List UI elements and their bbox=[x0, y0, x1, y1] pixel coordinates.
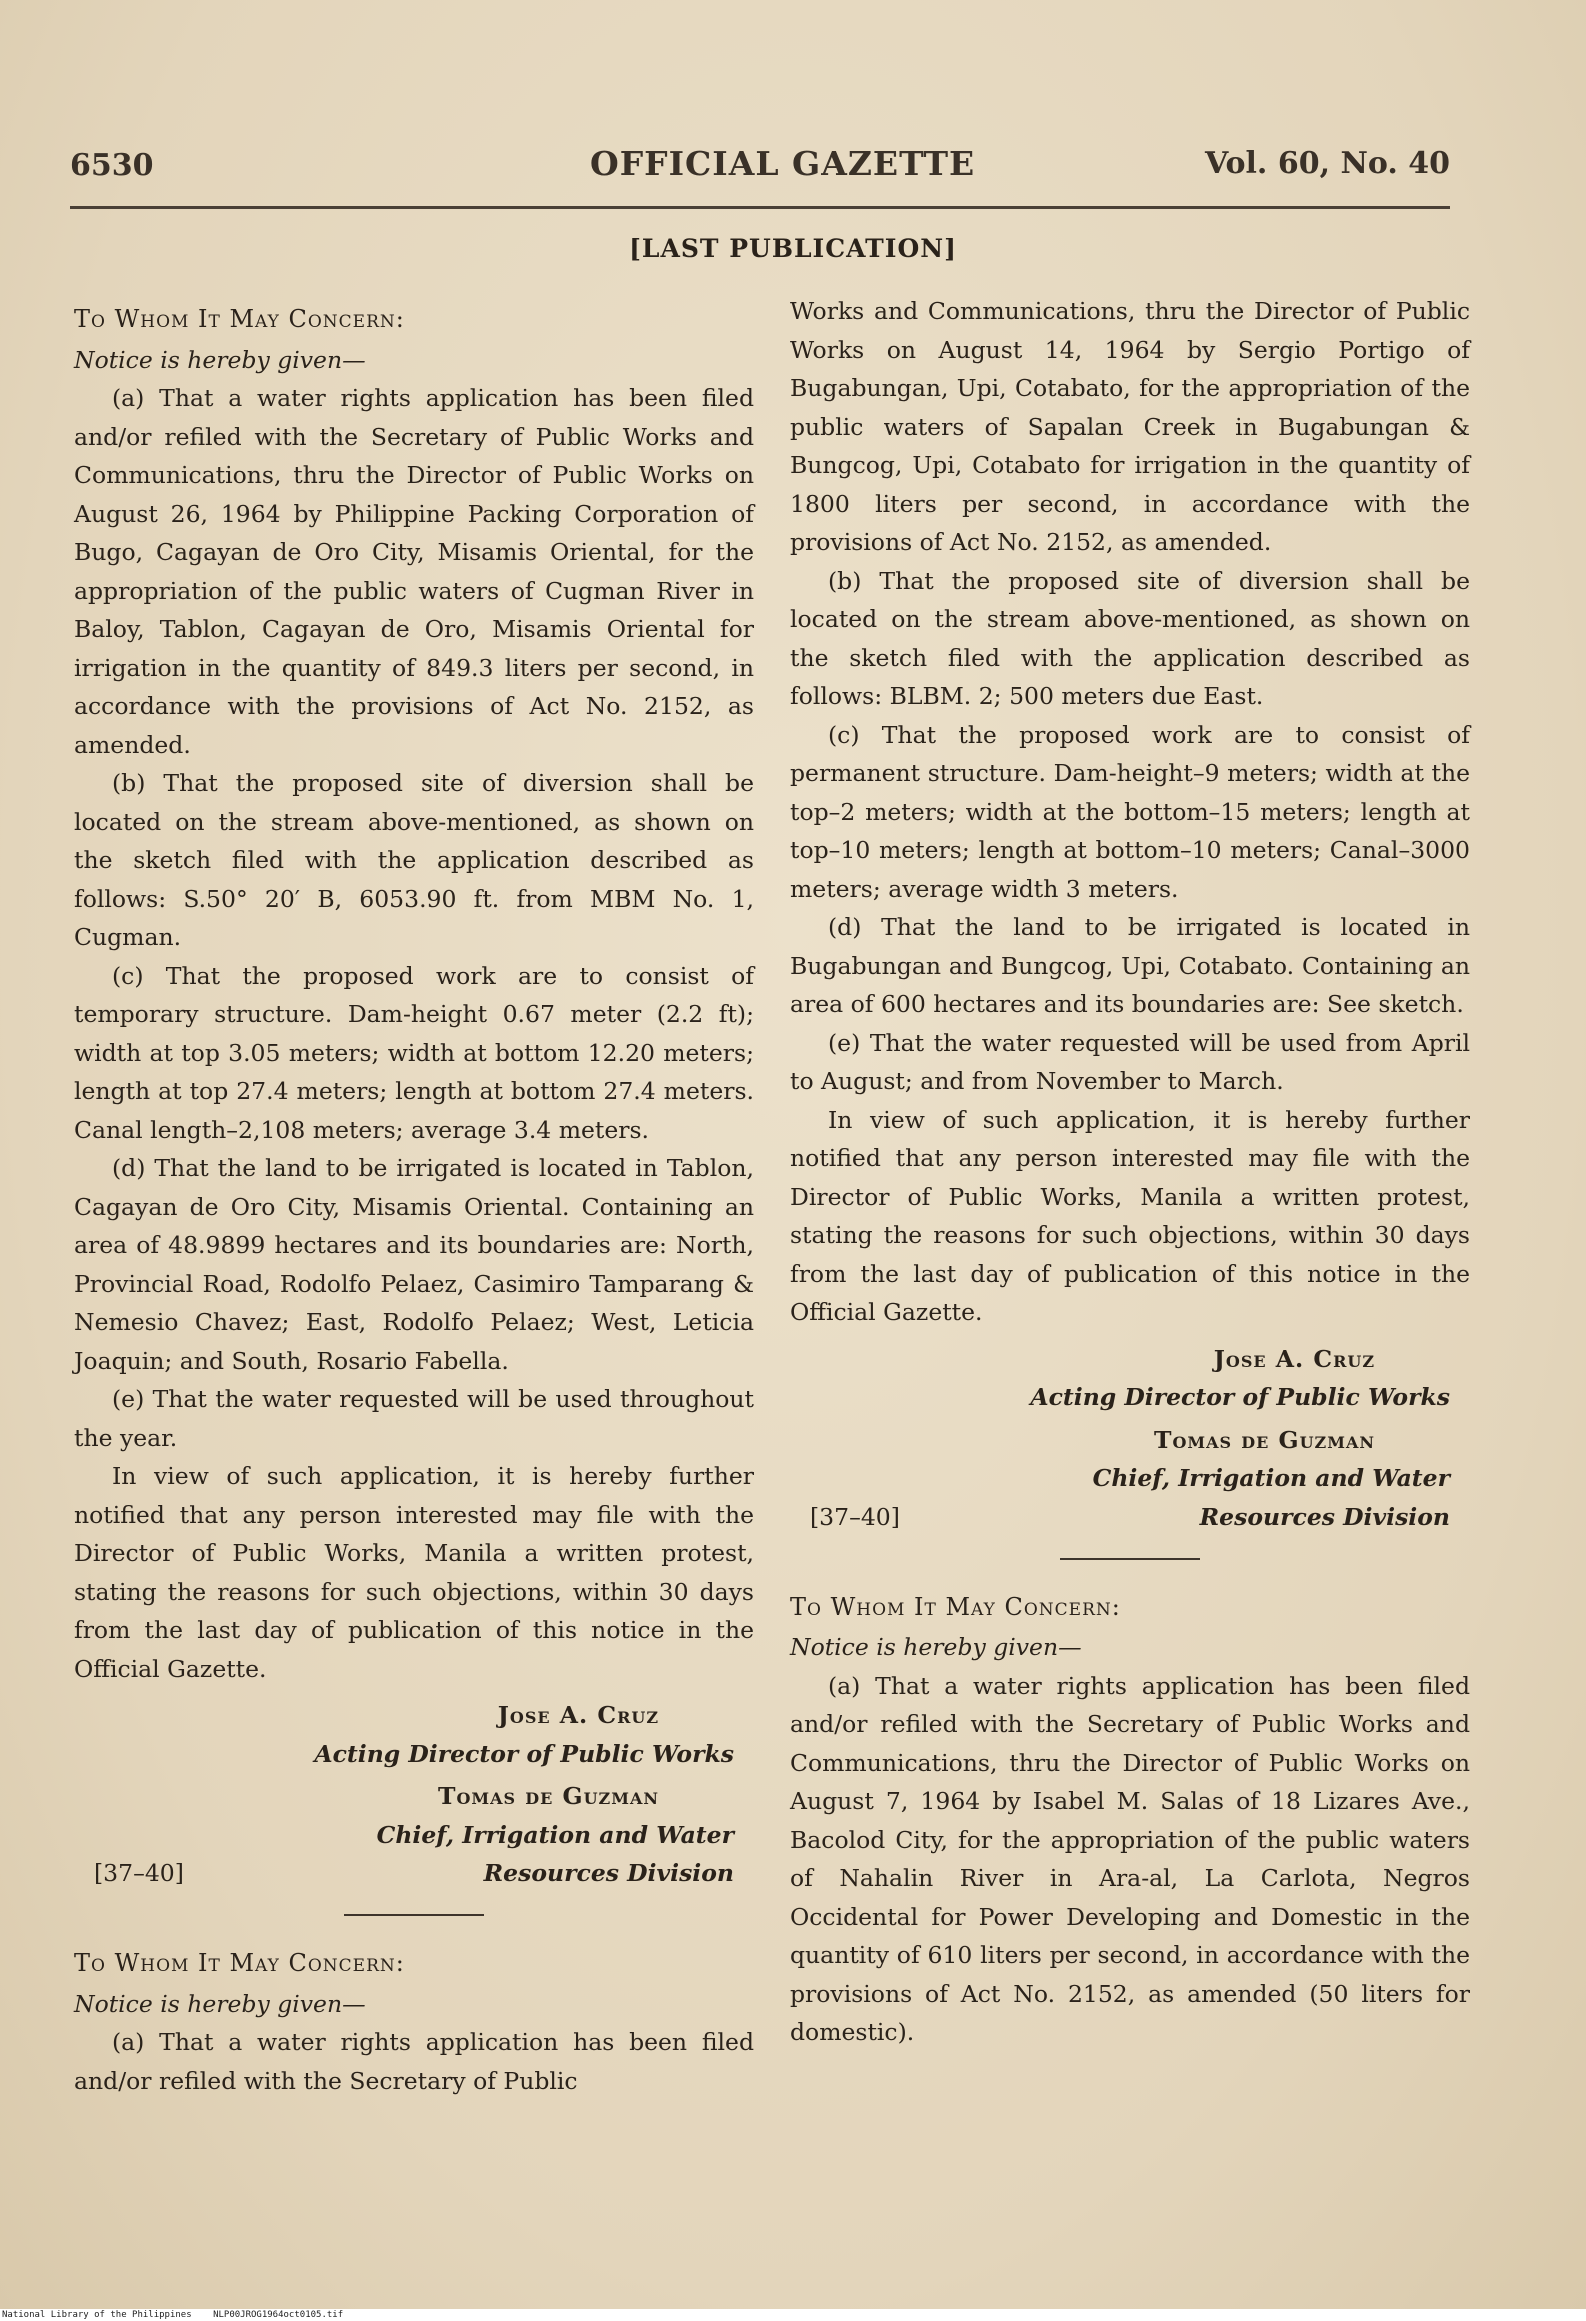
issue-reference: [37–40] bbox=[810, 1502, 900, 1531]
signature-block bbox=[790, 1340, 1470, 1536]
signer-name: Tomas de Guzman bbox=[438, 1782, 659, 1810]
page-header bbox=[70, 144, 1450, 198]
left-column bbox=[74, 292, 754, 2100]
paragraph: (a) That a water rights application has been filed and/or refiled with the Secretary of Public bbox=[74, 2028, 754, 2095]
section-divider bbox=[344, 1914, 484, 1916]
paragraph: (a) That a water rights application has been filed and/or refiled with the Secretary of Public Works and Communications, thru the Director of Public Works on August 7, 1964 by Isabel M. Salas of 18 Lizares Ave., Bacolod City, for the appropriation of the public waters of Nahalin River in Ara-al, La Carlota, Negros Occidental for Power Developing and Domestic in the quantity of 610 liters per second, in accordance with the provisions of Act No. 2152, as amended (50 liters for domestic). bbox=[790, 1671, 1470, 2046]
right-column bbox=[790, 292, 1470, 2052]
page-number: 6530 bbox=[70, 148, 154, 183]
signer-title: Chief, Irrigation and Water bbox=[376, 1820, 734, 1849]
addressee: To Whom It May Concern: bbox=[790, 1592, 1121, 1621]
paragraph: In view of such application, it is hereby further notified that any person interested may file with the Director of Public Works, Manila a written protest, stating the reasons for such objections, within 30 days from the last day of publication of this notice in the Official Gazette. bbox=[790, 1105, 1470, 1326]
paragraph: (c) That the proposed work are to consist of temporary structure. Dam-height 0.67 meter (2.2 ft); width at top 3.05 meters; width at bottom 12.20 meters; length at top 27.4 meters; length at bottom 27.4 meters. Canal length–2,108 meters; average 3.4 meters. bbox=[74, 961, 754, 1144]
paragraph: (b) That the proposed site of diversion shall be located on the stream above-mentioned, as shown on the sketch filed with the application described as follows: BLBM. 2; 500 meters due East. bbox=[790, 566, 1470, 710]
paragraph: (c) That the proposed work are to consist of permanent structure. Dam-height–9 meters; width at the top–2 meters; width at the bottom–15 meters; length at top–10 meters; length at bottom–10 meters; Canal–3000 meters; average width 3 meters. bbox=[790, 720, 1470, 903]
notice-heading: Notice is hereby given— bbox=[74, 345, 366, 374]
issue-reference: [37–40] bbox=[94, 1859, 184, 1887]
signer-name: Tomas de Guzman bbox=[1154, 1425, 1375, 1454]
signer-title: Chief, Irrigation and Water bbox=[1092, 1464, 1450, 1492]
volume-number: Vol. 60, No. 40 bbox=[1205, 146, 1450, 181]
signer-title: Acting Director of Public Works bbox=[314, 1739, 734, 1768]
scan-footer bbox=[0, 2309, 1586, 2321]
paragraph: (b) That the proposed site of diversion shall be located on the stream above-mentioned, as shown on the sketch filed with the application described as follows: S.50° 20′ B, 6053.90 ft. from MBM No. 1, Cugman. bbox=[74, 769, 754, 951]
paragraph: (d) That the land to be irrigated is located in Tablon, Cagayan de Oro City, Misamis Oriental. Containing an area of 48.9899 hectares and its boundaries are: North, Provincial Road, Rodolfo Pelaez, Casimiro Tamparang & Nemesio Chavez; East, Rodolfo Pelaez; West, Leticia Joaquin; and South, Rosario Fabella. bbox=[74, 1154, 754, 1375]
paragraph: (e) That the water requested will be used throughout the year. bbox=[74, 1385, 754, 1452]
paragraph: (a) That a water rights application has been filed and/or refiled with the Secretary of Public Works and Communications, thru the Director of Public Works on August 26, 1964 by Philippine Packing Corporation of Bugo, Cagayan de Oro City, Misamis Oriental, for the appropriation of the public waters of Cugman River in Baloy, Tablon, Cagayan de Oro, Misamis Oriental for irrigation in the quantity of 849.3 liters per second, in accordance with the provisions of Act No. 2152, as amended. bbox=[74, 384, 754, 759]
publication-title: OFFICIAL GAZETTE bbox=[590, 144, 976, 183]
signature-block bbox=[74, 1696, 754, 1892]
signer-division: Resources Division bbox=[483, 1859, 734, 1887]
signer-name: Jose A. Cruz bbox=[1213, 1344, 1375, 1373]
paragraph: In view of such application, it is hereby further notified that any person interested may file with the Director of Public Works, Manila a written protest, stating the reasons for such objections, within 30 days from the last day of publication of this notice in the Official Gazette. bbox=[74, 1462, 754, 1683]
paragraph: (d) That the land to be irrigated is located in Bugabungan and Bungcog, Upi, Cotabato. Containing an area of 600 hectares and its boundaries are: See sketch. bbox=[790, 913, 1470, 1018]
header-rule bbox=[70, 206, 1450, 209]
signer-name: Jose A. Cruz bbox=[497, 1701, 659, 1729]
notice-heading: Notice is hereby given— bbox=[790, 1633, 1082, 1661]
addressee: To Whom It May Concern: bbox=[74, 1949, 405, 1977]
addressee: To Whom It May Concern: bbox=[74, 305, 405, 333]
paragraph: Works and Communications, thru the Director of Public Works on August 14, 1964 by Sergio Portigo of Bugabungan, Upi, Cotabato, for the appropriation of the public waters of Sapalan Creek in Bugabungan & Bungcog, Upi, Cotabato for irrigation in the quantity of 1800 liters per second, in accordance with the provisions of Act No. 2152, as amended. bbox=[790, 297, 1470, 556]
section-divider bbox=[1060, 1558, 1200, 1560]
file-name: NLP00JROG1964oct0105.tif bbox=[213, 2310, 344, 2320]
signer-division: Resources Division bbox=[1199, 1502, 1450, 1531]
notice-heading: Notice is hereby given— bbox=[74, 1989, 366, 2018]
library-credit: National Library of the Philippines bbox=[2, 2310, 192, 2320]
signer-title: Acting Director of Public Works bbox=[1030, 1383, 1450, 1411]
last-publication-label: [LAST PUBLICATION] bbox=[629, 234, 957, 263]
paragraph: (e) That the water requested will be used from April to August; and from November to March. bbox=[790, 1028, 1470, 1095]
